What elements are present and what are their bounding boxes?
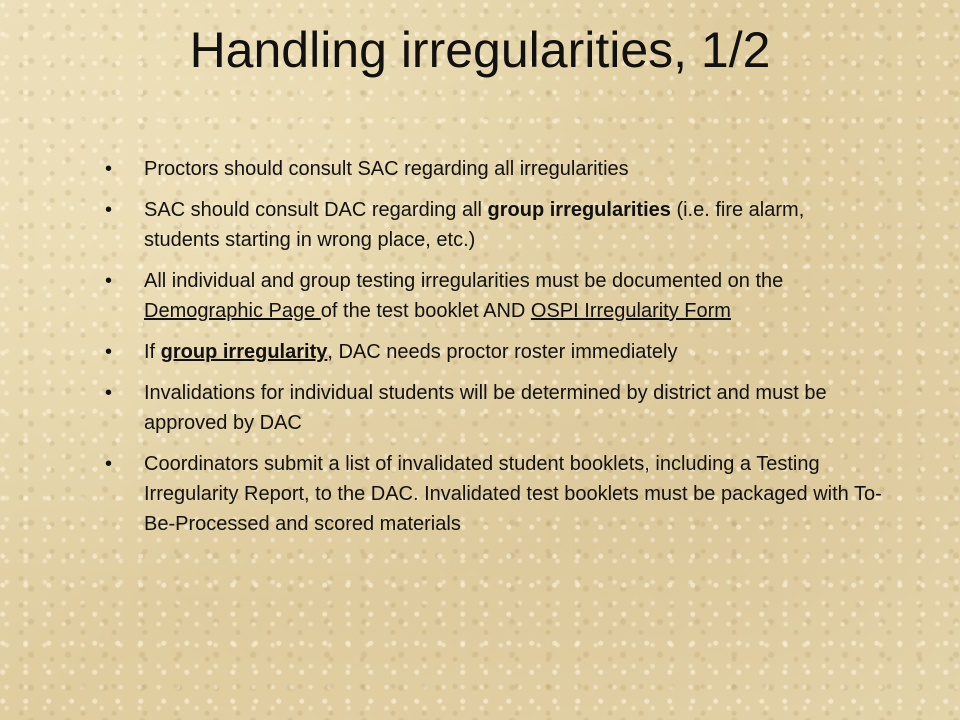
bullet-item-consult-sac <box>104 154 884 184</box>
bullet-icon: • <box>105 158 113 180</box>
demographic-page-link[interactable]: Demographic Page <box>144 300 321 322</box>
bullet-text: (i.e. fire alarm, students starting in wrong place, etc.) <box>144 199 805 251</box>
bullet-text: Proctors should consult SAC regarding all irregularities <box>144 158 629 180</box>
bullet-text: All individual and group testing irregularities must be documented on the <box>144 270 784 292</box>
bullet-icon: • <box>105 341 113 363</box>
slide-title: Handling irregularities, 1/2 <box>189 22 771 78</box>
bullet-icon: • <box>105 270 113 292</box>
bullet-item-group-roster <box>104 337 884 367</box>
bullet-icon: • <box>105 382 113 404</box>
ospi-irregularity-form-link[interactable]: OSPI Irregularity Form <box>530 300 731 322</box>
bullet-icon: • <box>105 453 113 475</box>
bullet-text: Invalidations for individual students will be determined by district and must be approved by DAC <box>144 382 827 434</box>
bullet-item-documentation <box>104 266 884 326</box>
bullet-item-coordinators <box>104 449 884 539</box>
bullet-text: , DAC needs proctor roster immediately <box>327 341 678 363</box>
bullet-icon: • <box>105 199 113 221</box>
bullet-text: Coordinators submit a list of invalidated student booklets, including a Testing Irregularity Report, to the DAC. Invalidated test booklets must be packaged with To-Be-Processed and scored materials <box>144 453 882 535</box>
emphasis-group-irregularities: group irregularities <box>487 199 671 221</box>
bullet-text: SAC should consult DAC regarding all <box>144 199 488 221</box>
bullet-text: If <box>144 341 161 363</box>
group-irregularity-link[interactable]: group irregularity <box>160 341 328 363</box>
bullet-item-invalidations <box>104 378 884 438</box>
bullet-text: of the test booklet AND <box>320 300 531 322</box>
bullet-item-consult-dac <box>104 195 884 255</box>
bullet-list <box>104 154 884 550</box>
